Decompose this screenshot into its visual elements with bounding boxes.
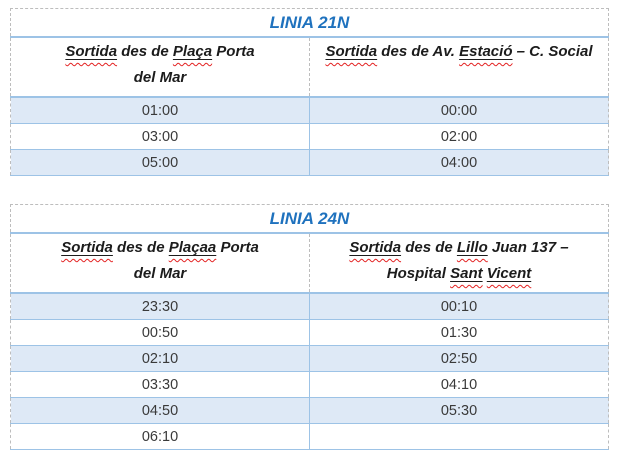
header-line xyxy=(15,235,305,261)
time-cell: 05:00 xyxy=(11,150,310,176)
time-cell: 00:00 xyxy=(310,97,609,124)
header-text: des de xyxy=(117,43,173,60)
misspelled-word-squiggle: Estació xyxy=(459,43,513,60)
underlined-word xyxy=(349,239,401,256)
time-cell: 01:00 xyxy=(11,97,310,124)
underlined-word xyxy=(65,43,117,60)
time-cell: 00:10 xyxy=(310,293,609,320)
header-line xyxy=(15,65,305,91)
header-text: Porta xyxy=(212,43,255,60)
table-row xyxy=(11,97,609,124)
underlined-word xyxy=(169,239,217,256)
table-row xyxy=(11,320,609,346)
header-line xyxy=(314,39,604,65)
header-text: del Mar xyxy=(133,69,187,86)
underlined-word xyxy=(487,265,531,282)
underlined-word xyxy=(450,265,483,282)
table-row xyxy=(11,372,609,398)
table-row xyxy=(11,398,609,424)
header-row xyxy=(11,37,609,97)
timetable-body xyxy=(11,9,609,176)
underlined-word xyxy=(325,43,377,60)
header-line xyxy=(15,39,305,65)
header-line xyxy=(15,261,305,287)
column-header xyxy=(310,37,609,97)
time-cell: 03:30 xyxy=(11,372,310,398)
header-line xyxy=(314,261,604,287)
time-cell: 01:30 xyxy=(310,320,609,346)
header-text: des de xyxy=(401,239,457,256)
header-text: del Mar xyxy=(133,265,187,282)
misspelled-word-squiggle: Sortida xyxy=(349,239,402,256)
time-cell: 23:30 xyxy=(11,293,310,320)
title-row xyxy=(11,205,609,234)
misspelled-word-squiggle: Plaça xyxy=(172,43,213,60)
misspelled-word-squiggle: Sortida xyxy=(65,43,118,60)
table-row xyxy=(11,346,609,372)
time-cell: 03:00 xyxy=(11,124,310,150)
misspelled-word-squiggle: Sortida xyxy=(61,239,113,256)
header-text: des de Av. xyxy=(377,43,460,60)
table-row xyxy=(11,424,609,450)
header-text: Juan 137 – xyxy=(487,239,569,256)
time-cell: 05:30 xyxy=(310,398,609,424)
misspelled-word-squiggle: Vicent xyxy=(486,265,532,282)
header-text: Porta xyxy=(216,239,259,256)
underlined-word xyxy=(173,43,212,60)
underlined-word xyxy=(459,43,512,60)
misspelled-word-squiggle: Lillo xyxy=(456,239,488,256)
time-cell: 00:50 xyxy=(11,320,310,346)
underlined-word xyxy=(457,239,488,256)
time-cell: 04:50 xyxy=(11,398,310,424)
time-cell: 04:10 xyxy=(310,372,609,398)
header-text: Hospital xyxy=(386,265,451,282)
table-row xyxy=(11,293,609,320)
table-row xyxy=(11,124,609,150)
timetable-body xyxy=(11,205,609,450)
misspelled-word-squiggle: Plaçaa xyxy=(168,239,217,256)
header-row xyxy=(11,233,609,293)
table-title: LINIA 24N xyxy=(11,205,609,234)
column-header xyxy=(310,233,609,293)
timetable-linia-21n xyxy=(10,8,609,176)
timetable-linia-24n xyxy=(10,204,609,450)
underlined-word xyxy=(61,239,113,256)
tables-container xyxy=(10,8,609,450)
column-header xyxy=(11,37,310,97)
title-row xyxy=(11,9,609,38)
table-row xyxy=(11,150,609,176)
time-cell: 04:00 xyxy=(310,150,609,176)
time-cell: 02:10 xyxy=(11,346,310,372)
header-text: – C. Social xyxy=(512,43,593,60)
time-cell: 06:10 xyxy=(11,424,310,450)
misspelled-word-squiggle: Sant xyxy=(450,265,483,282)
header-line xyxy=(314,235,604,261)
time-cell: 02:50 xyxy=(310,346,609,372)
table-title: LINIA 21N xyxy=(11,9,609,38)
time-cell: 02:00 xyxy=(310,124,609,150)
column-header xyxy=(11,233,310,293)
misspelled-word-squiggle: Sortida xyxy=(325,43,378,60)
time-cell xyxy=(310,424,609,450)
header-text: des de xyxy=(112,239,169,256)
